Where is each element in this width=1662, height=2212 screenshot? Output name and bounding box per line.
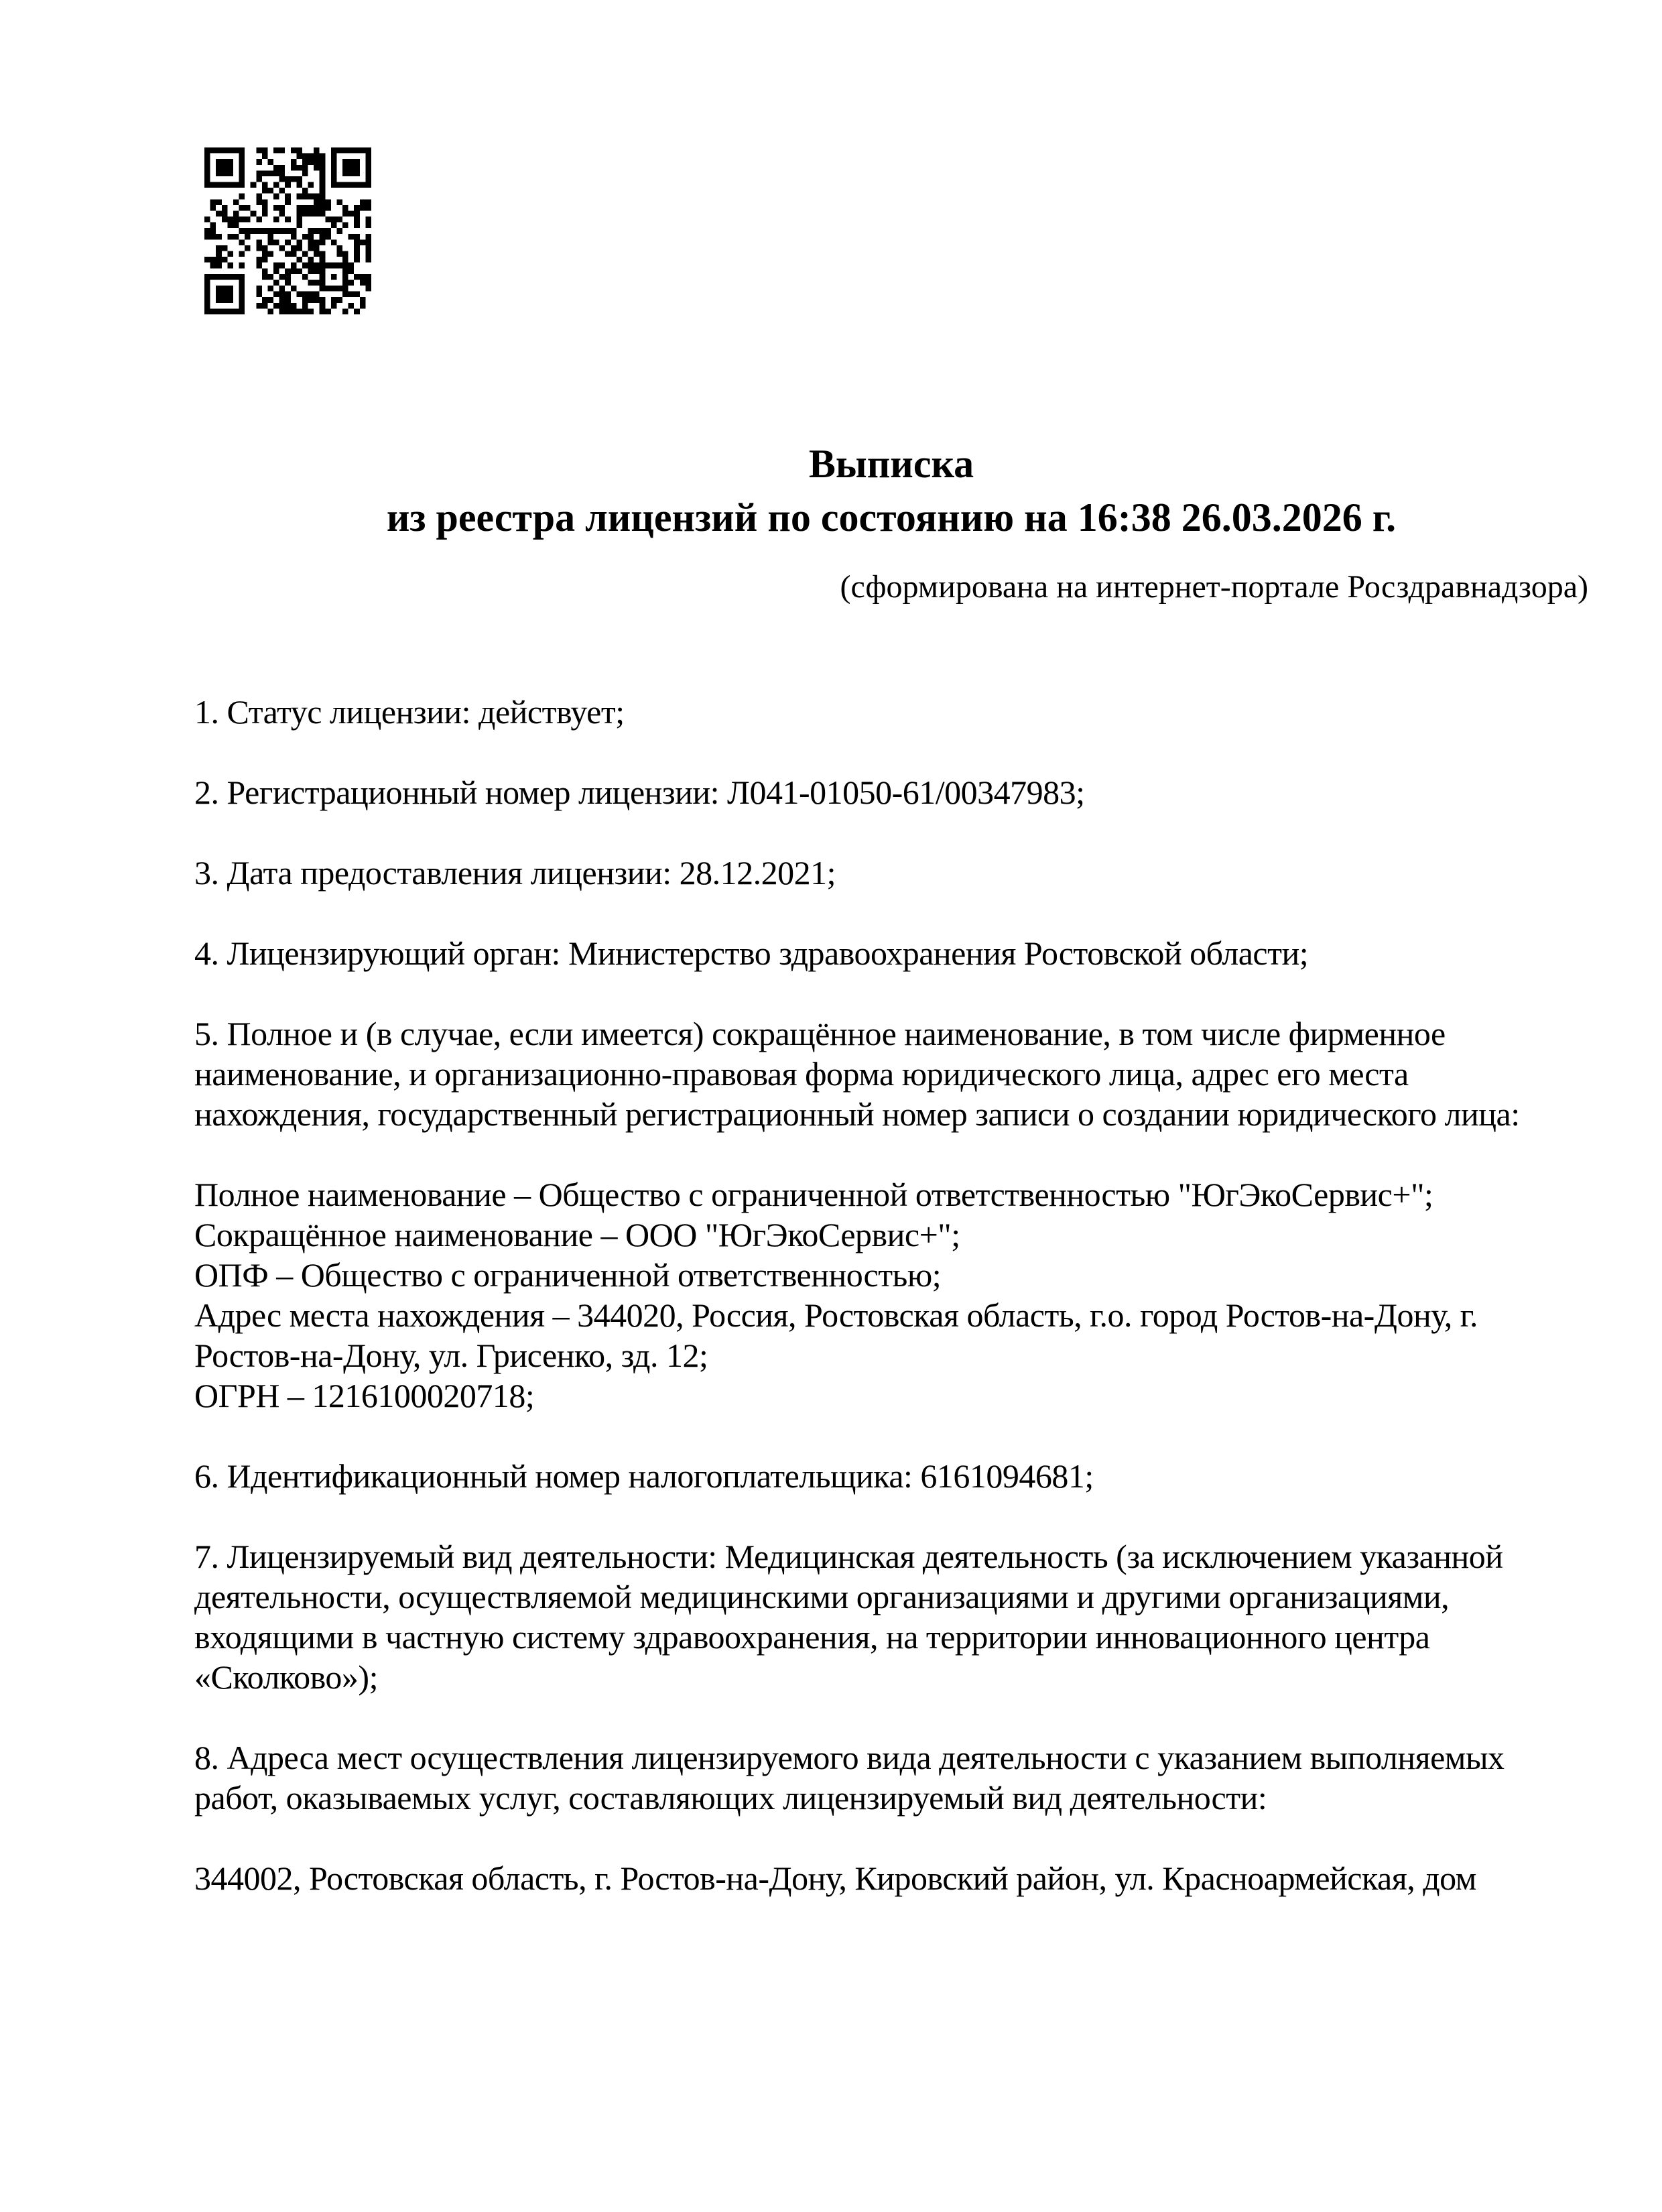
text-line: ОПФ – Общество с ограниченной ответственностью; <box>194 1256 942 1294</box>
document-subtitle: (сформирована на интернет-портале Росздравнадзора) <box>840 569 1588 605</box>
text-line: 5. Полное и (в случае, если имеется) сокращённое наименование, в том числе фирменное <box>194 1015 1446 1052</box>
paragraph-activity-address <box>194 1858 1588 1898</box>
text-line: Полное наименование – Общество с ограниченной ответственностью "ЮгЭкоСервис+"; <box>194 1176 1433 1213</box>
text-line: Ростов-на-Дону, ул. Грисенко, зд. 12; <box>194 1337 708 1374</box>
text-line: деятельности, осуществляемой медицинскими организациями и другими организациями, <box>194 1578 1450 1615</box>
text-line: нахождения, государственный регистрационный номер записи о создании юридического лица: <box>194 1095 1520 1133</box>
text-line: входящими в частную систему здравоохранения, на территории инновационного центра <box>194 1618 1430 1656</box>
paragraph-licensing-authority <box>194 933 1588 973</box>
text-line: наименование, и организационно-правовая форма юридического лица, адрес его места <box>194 1055 1409 1093</box>
paragraph-licensed-activity <box>194 1536 1588 1697</box>
text-line: 3. Дата предоставления лицензии: 28.12.2021; <box>194 854 836 892</box>
text-line: 7. Лицензируемый вид деятельности: Медицинская деятельность (за исключением указанной <box>194 1538 1503 1575</box>
qr-code-icon <box>204 147 372 314</box>
title-line-1: Выписка <box>808 442 974 486</box>
text-line: Адрес места нахождения – 344020, Россия, Ростовская область, г.о. город Ростов-на-Дону, г. <box>194 1296 1478 1334</box>
title-line-2: из реестра лицензий по состоянию на 16:38 26.03.2026 г. <box>386 495 1397 540</box>
paragraph-license-status <box>194 692 1588 732</box>
text-line: Сокращённое наименование – ООО "ЮгЭкоСервис+"; <box>194 1216 960 1253</box>
text-line: 8. Адреса мест осуществления лицензируемого вида деятельности с указанием выполняемых <box>194 1739 1505 1776</box>
text-line: работ, оказываемых услуг, составляющих лицензируемый вид деятельности: <box>194 1779 1267 1817</box>
paragraph-license-date <box>194 853 1588 893</box>
document-body <box>194 692 1588 1939</box>
text-line: 4. Лицензирующий орган: Министерство здравоохранения Ростовской области; <box>194 934 1309 972</box>
text-line: ОГРН – 1216100020718; <box>194 1377 535 1414</box>
text-line: «Сколково»); <box>194 1658 378 1696</box>
text-line: 1. Статус лицензии: действует; <box>194 693 625 731</box>
paragraph-name-heading <box>194 1013 1588 1134</box>
paragraph-taxpayer-number <box>194 1456 1588 1496</box>
text-line: 344002, Ростовская область, г. Ростов-на-Дону, Кировский район, ул. Красноармейская, дом <box>194 1859 1476 1897</box>
text-line: 2. Регистрационный номер лицензии: Л041-01050-61/00347983; <box>194 774 1085 811</box>
paragraph-organization-details <box>194 1174 1588 1416</box>
paragraph-activity-addresses-heading <box>194 1737 1588 1818</box>
document-title <box>194 437 1588 544</box>
text-line: 6. Идентификационный номер налогоплательщика: 6161094681; <box>194 1457 1094 1495</box>
paragraph-registration-number <box>194 772 1588 812</box>
